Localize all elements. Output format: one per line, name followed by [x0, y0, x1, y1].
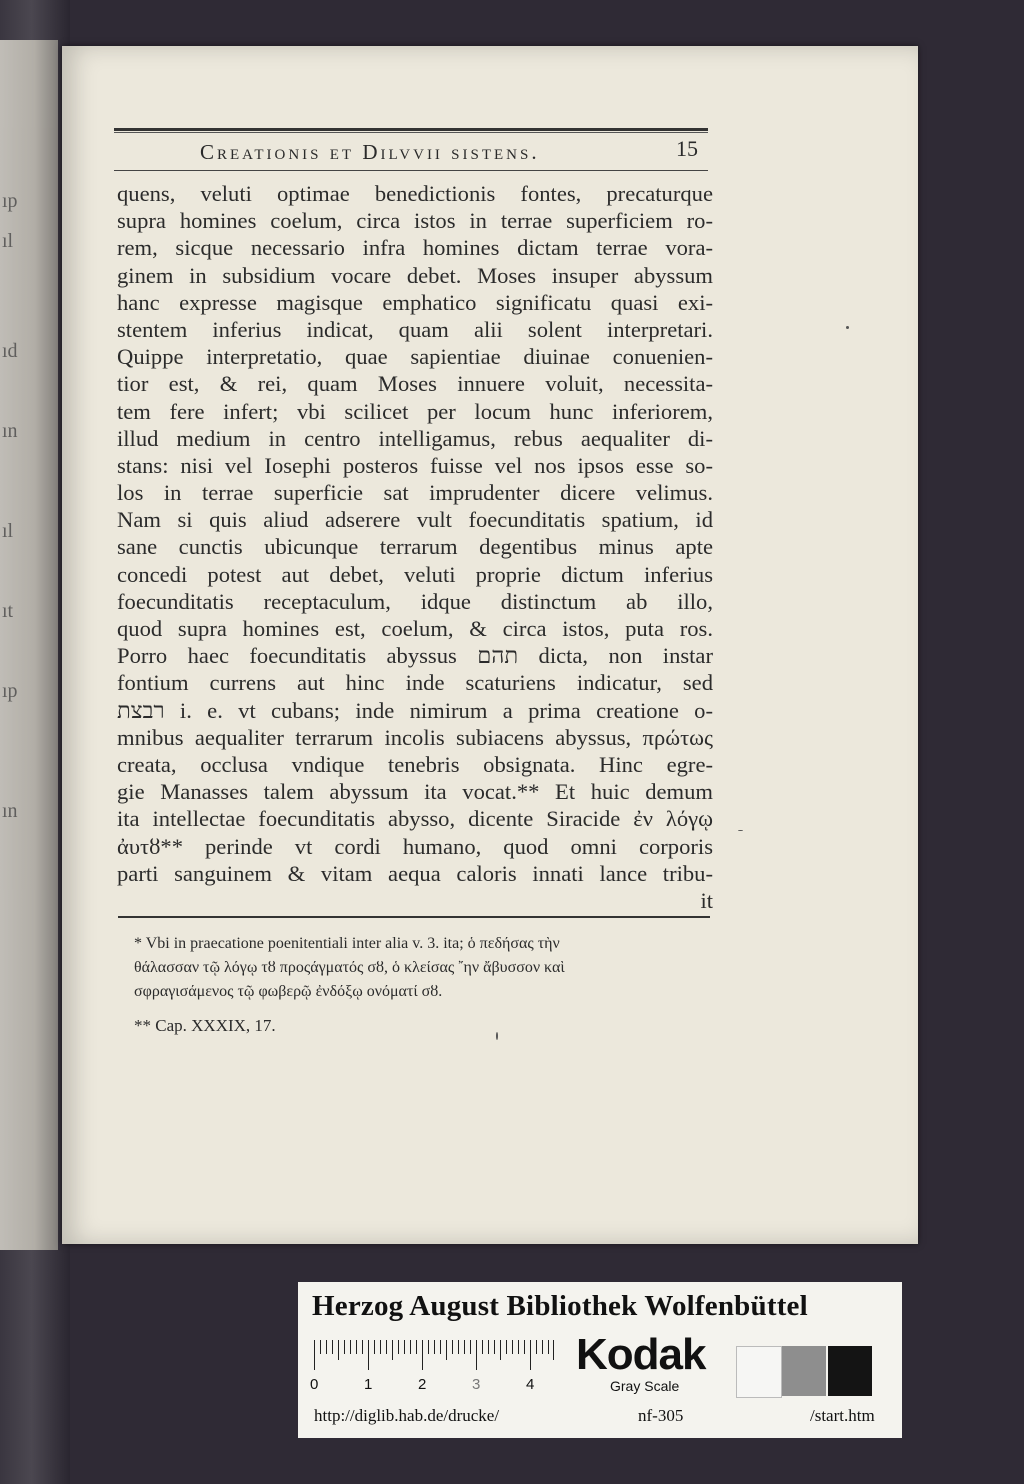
footnotes — [134, 932, 714, 1038]
text-line: parti sanguinem & vitam aequa caloris innati lance tribu- — [117, 860, 713, 886]
text-line: los in terrae superficie sat imprudenter dicere velimus. — [117, 480, 713, 506]
footnote-1-line: * Vbi in praecatione poenitentiali inter alia v. 3. ita; ὁ πεδήσας τὴν — [134, 935, 560, 952]
running-head-underline — [114, 170, 708, 171]
text-line: supra homines coelum, circa istos in terrae superficiem ro- — [117, 208, 713, 234]
header-rule — [114, 128, 708, 131]
text-line: quens, veluti optimae benedictionis fontes, precaturque — [117, 181, 713, 206]
paper-speck — [738, 830, 743, 831]
text-line: tem fere infert; vbi scilicet per locum hunc inferiorem, — [117, 398, 713, 424]
text-line: gie Manasses talem abyssum ita vocat.** Et huic demum — [117, 779, 713, 805]
kodak-logo: Kodak — [576, 1330, 706, 1379]
text-line: Porro haec foecunditatis abyssus תהם dicta, non instar — [117, 643, 713, 669]
text-line: sane cunctis ubicunque terrarum degentibus minus apte — [117, 534, 713, 560]
scale-number: 4 — [526, 1376, 535, 1393]
text-line: hanc expresse magisque emphatico significatu quasi exi- — [117, 289, 713, 315]
footnote-1-line: θάλασσαν τῷ λόγῳ τȣ προςάγματός σȣ, ὁ κλείσας ῎ην ἄβυσσον καὶ — [134, 959, 565, 976]
text-line: Quippe interpretatio, quae sapientiae diuinae conuenien- — [117, 344, 713, 370]
text-line: illud medium in centro intelligamus, rebus aequaliter di- — [117, 425, 713, 451]
running-head — [200, 140, 710, 165]
scale-ruler — [314, 1340, 554, 1370]
text-line: ita intellectae foecunditatis abysso, dicente Siracide ἐν λόγῳ — [117, 806, 713, 832]
bleed-glyph: ıl — [2, 520, 14, 542]
gray-scale-label: Gray Scale — [610, 1378, 680, 1394]
paper-speck — [846, 326, 849, 329]
body-text — [117, 180, 713, 914]
text-line: Nam si quis aliud adserere vult foecunditatis spatium, id — [117, 507, 713, 533]
scale-number: 3 — [472, 1376, 481, 1393]
bleed-glyph: ıp — [2, 680, 18, 702]
start-path: /start.htm — [810, 1406, 875, 1425]
text-line: foecunditatis receptaculum, idque distinctum ab illo, — [117, 588, 713, 614]
header-rule-thin — [114, 132, 708, 133]
page-number: 15 — [676, 136, 698, 161]
text-line: רבצת i. e. vt cubans; inde nimirum a prima creatione o- — [117, 697, 713, 723]
bleed-glyph: ın — [2, 800, 18, 822]
bleed-glyph: ıl — [2, 230, 14, 252]
text-line: ἀυτȣ** perinde vt cordi humano, quod omni corporis — [117, 833, 713, 859]
text-line: mnibus aequaliter terrarum incolis subiacens abyssus, πρώτως — [117, 724, 713, 750]
previous-page-edge — [0, 40, 58, 1250]
bleed-glyph: ıd — [2, 340, 18, 362]
gray-patch-black — [828, 1346, 872, 1396]
footnote-2: ** Cap. XXXIX, 17. — [134, 1016, 276, 1035]
text-line-catchword: it — [700, 887, 713, 913]
running-head-title: Creationis et Dilvvii sistens. — [200, 140, 540, 164]
text-line: tior est, & rei, quam Moses innuere voluit, necessita- — [117, 371, 713, 397]
text-line: rem, sicque necessario infra homines dictam terrae vora- — [117, 235, 713, 261]
text-line: stans: nisi vel Iosephi posteros fuisse vel nos ipsos esse so- — [117, 452, 713, 478]
text-line: ginem in subsidium vocare debet. Moses insuper abyssum — [117, 262, 713, 288]
text-line: creata, occlusa vndique tenebris obsignata. Hinc egre- — [117, 751, 713, 777]
text-line: quod supra homines est, coelum, & circa istos, puta ros. — [117, 616, 713, 641]
scale-number: 0 — [310, 1376, 319, 1393]
library-title: Herzog August Bibliothek Wolfenbüttel — [312, 1290, 808, 1322]
shelfmark: nf-305 — [638, 1406, 684, 1425]
bleed-glyph: ın — [2, 420, 18, 442]
library-url: http://diglib.hab.de/drucke/ — [314, 1406, 500, 1425]
scale-number: 1 — [364, 1376, 373, 1393]
text-line: concedi potest aut debet, veluti proprie dictum inferius — [117, 561, 713, 587]
paper-speck — [496, 1032, 498, 1040]
gray-patch-mid — [782, 1346, 826, 1396]
text-line: fontium currens aut hinc inde scaturiens indicatur, sed — [117, 670, 713, 696]
footnote-rule — [118, 916, 710, 918]
footnote-1-line: σφραγισάμενος τῷ φωβερῷ ἐνδόξῳ ονόματί σȣ. — [134, 983, 443, 1000]
scale-number: 2 — [418, 1376, 427, 1393]
bleed-glyph: ıt — [2, 600, 14, 622]
library-color-strip — [298, 1282, 902, 1438]
gray-patch-white — [736, 1346, 782, 1398]
bleed-glyph: ıp — [2, 190, 18, 212]
text-line: stentem inferius indicat, quam alii solent interpretari. — [117, 316, 713, 342]
